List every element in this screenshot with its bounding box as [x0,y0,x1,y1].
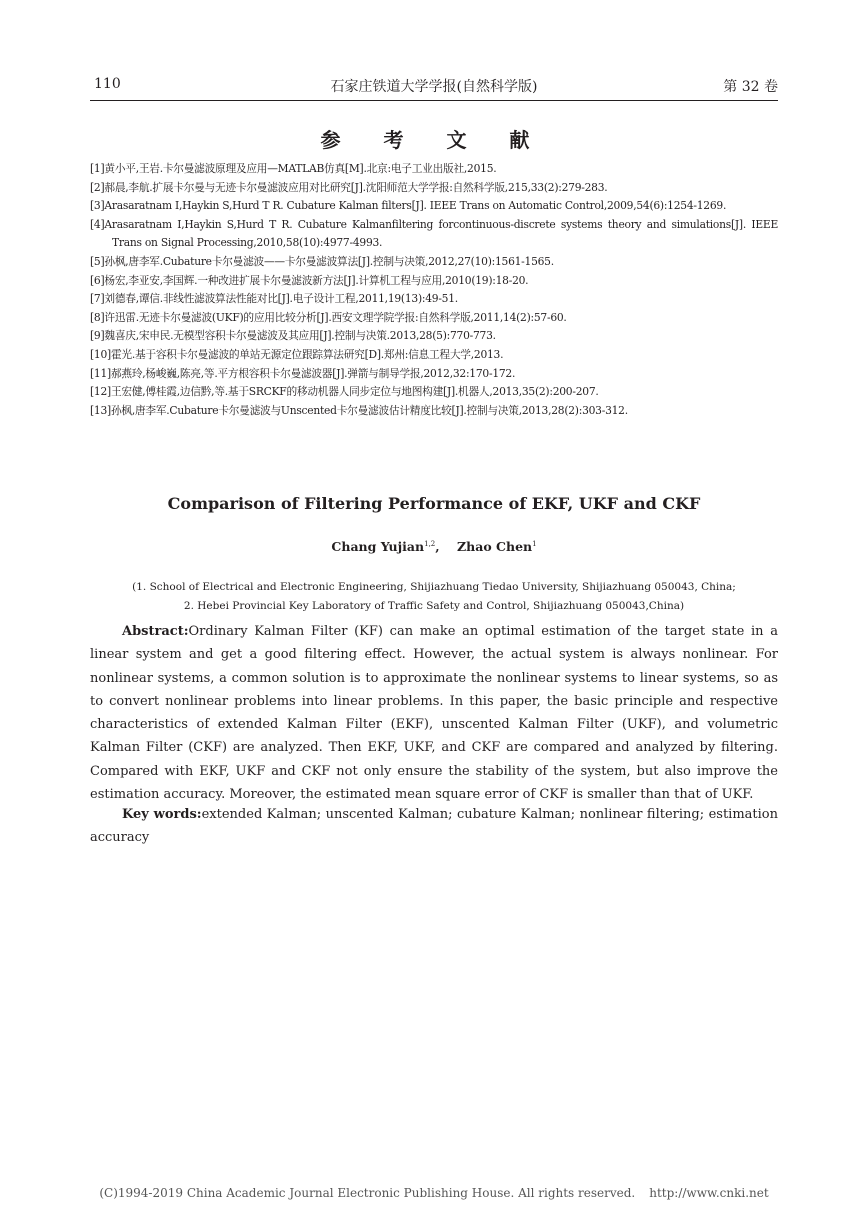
reference-item: [3]Arasaratnam I,Haykin S,Hurd T R. Cubature Kalman filters[J]. IEEE Trans on Automatic Control,2009,54(6):1254-1269. [90,199,727,213]
author-affiliation-mark: 1 [532,539,537,548]
reference-list [90,160,778,420]
keywords-label: Key words: [122,807,202,822]
abstract-text: Ordinary Kalman Filter (KF) can make an optimal estimation of the target state in a linear system and get a good filtering effect. However, the actual system is always nonlinear. For nonlinear systems, a common solution is to approximate the nonlinear systems to linear systems, so as to convert nonlinear problems into linear problems. In this paper, the basic principle and respective characteristics of extended Kalman Filter (EKF), unscented Kalman Filter (UKF), and volumetric Kalman Filter (CKF) are analyzed. Then EKF, UKF, and CKF are compared and analyzed by filtering. Compared with EKF, UKF and CKF not only ensure the stability of the system, but also improve the estimation accuracy. Moreover, the estimated mean square error of CKF is smaller than that of UKF. [90,624,778,803]
reference-item: [2]郝晨,李航.扩展卡尔曼与无迹卡尔曼滤波应用对比研究[J].沈阳师范大学学报:自然科学版,215,33(2):279-283. [90,180,608,194]
english-title: Comparison of Filtering Performance of EKF, UKF and CKF [167,494,701,513]
references-heading: 参 考 文 献 [320,128,548,152]
copyright-notice: (C)1994-2019 China Academic Journal Electronic Publishing House. All rights reserved. [99,1186,636,1200]
abstract-label: Abstract: [122,624,189,639]
footer-url: http://www.cnki.net [649,1186,769,1200]
author-line [0,539,868,554]
reference-item: [4]Arasaratnam I,Haykin S,Hurd T R. Cubature Kalmanfiltering forcontinuous-discrete systems theory and simulations[J]. IEEE Trans on Signal Processing,2010,58(10):4977-4993. [90,217,778,250]
abstract-paragraph [90,620,778,806]
reference-item: [11]郝燕玲,杨峻巍,陈亮,等.平方根容积卡尔曼滤波器[J].弹箭与制导学报,2012,32:170-172. [90,366,516,380]
reference-item: [8]许迅雷.无迹卡尔曼滤波(UKF)的应用比较分析[J].西安文理学院学报:自然科学版,2011,14(2):57-60. [90,310,567,324]
keywords-paragraph [90,803,778,849]
keywords-text: extended Kalman; unscented Kalman; cubature Kalman; nonlinear filtering; estimation accuracy [90,807,778,845]
reference-item: [1]黄小平,王岩.卡尔曼滤波原理及应用—MATLAB仿真[M].北京:电子工业出版社,2015. [90,162,497,175]
page-number: 110 [94,76,121,92]
page-footer [0,1186,868,1200]
reference-item: [5]孙枫,唐李军.Cubature卡尔曼滤波——卡尔曼滤波算法[J].控制与决策,2012,27(10):1561-1565. [90,254,554,268]
header-rule [90,100,778,101]
author-affiliation-mark: 1,2 [424,539,436,548]
author-name: Zhao Chen [457,539,533,554]
journal-name: 石家庄铁道大学学报(自然科学版) [330,79,538,95]
page-header [90,76,778,98]
affiliation-line: (1. School of Electrical and Electronic Engineering, Shijiazhuang Tiedao University, Shijiazhuang 050043, China; [132,581,736,593]
reference-item: [9]魏喜庆,宋申民.无模型容积卡尔曼滤波及其应用[J].控制与决策.2013,28(5):770-773. [90,329,496,343]
reference-item: [6]杨宏,李亚安,李国辉.一种改进扩展卡尔曼滤波新方法[J].计算机工程与应用,2010(19):18-20. [90,273,529,287]
reference-item: [10]霍光.基于容积卡尔曼滤波的单站无源定位跟踪算法研究[D].郑州:信息工程大学,2013. [90,347,504,361]
reference-item: [7]刘德春,谭信.非线性滤波算法性能对比[J].电子设计工程,2011,19(13):49-51. [90,292,458,306]
affiliation-line: 2. Hebei Provincial Key Laboratory of Traffic Safety and Control, Shijiazhuang 050043,China) [183,600,685,612]
author-name: Chang Yujian [331,539,425,554]
reference-item: [13]孙枫,唐李军.Cubature卡尔曼滤波与Unscented卡尔曼滤波估计精度比较[J].控制与决策,2013,28(2):303-312. [90,403,628,417]
volume-label: 第 32 卷 [723,79,778,95]
reference-item: [12]王宏健,傅桂霞,边信黔,等.基于SRCKF的移动机器人同步定位与地图构建[J].机器人,2013,35(2):200-207. [90,385,599,399]
author-separator: , [435,539,440,554]
